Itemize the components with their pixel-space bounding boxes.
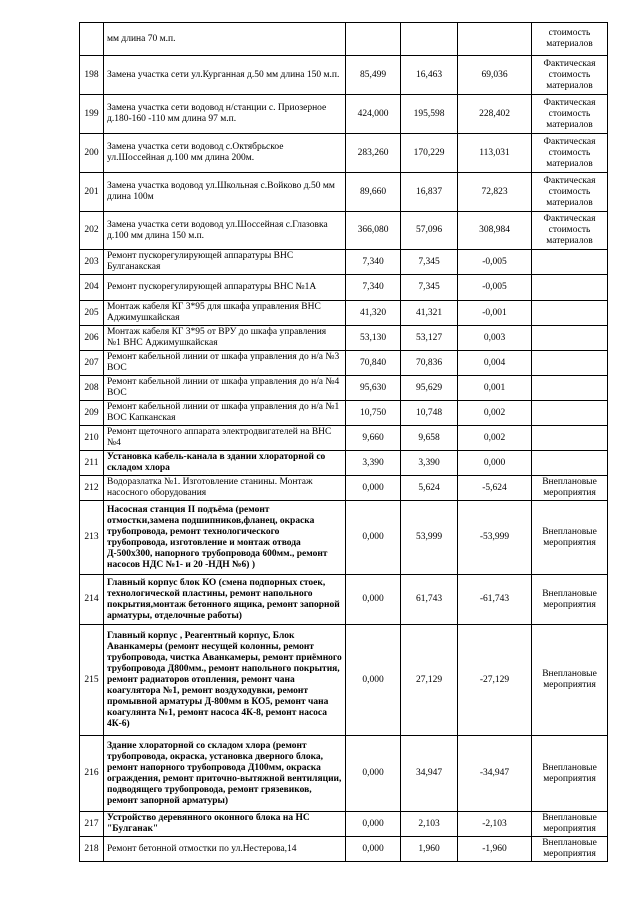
actual-value-cell: 5,624 [401,476,458,501]
note-cell: стоимость материалов [532,23,608,56]
deviation-value-cell: -0,005 [458,250,532,275]
planned-value-cell [346,23,401,56]
table-row [80,426,608,451]
planned-value-cell: 10,750 [346,401,401,426]
planned-value-cell: 283,260 [346,134,401,173]
deviation-value-cell: -0,005 [458,275,532,301]
table-row [80,625,608,736]
table-row [80,326,608,351]
planned-value-cell: 0,000 [346,837,401,862]
note-cell [532,301,608,326]
table-row [80,575,608,625]
table-row [80,95,608,134]
note-cell: Фактическая стоимость материалов [532,173,608,212]
actual-value-cell: 61,743 [401,575,458,625]
actual-value-cell: 70,836 [401,351,458,376]
work-description-cell: мм длина 70 м.п. [104,23,346,56]
note-cell: Внеплановые мероприятия [532,575,608,625]
deviation-value-cell: -0,001 [458,301,532,326]
note-cell: Внеплановые мероприятия [532,837,608,862]
planned-value-cell: 0,000 [346,476,401,501]
deviation-value-cell: -53,999 [458,501,532,575]
note-cell: Внеплановые мероприятия [532,812,608,837]
deviation-value-cell: 0,002 [458,426,532,451]
work-description-cell: Главный корпус блок КО (смена подпорных стоек, технологической пластины, ремонт напольного покрытия,монтаж бетонного ящика, ремонт запорной арматуры, отделочные работы) [104,575,346,625]
row-number-cell: 212 [80,476,104,501]
planned-value-cell: 366,080 [346,212,401,250]
work-description-cell: Монтаж кабеля КГ 3*95 от ВРУ до шкафа управления №1 ВНС Аджимушкайская [104,326,346,351]
actual-value-cell: 16,837 [401,173,458,212]
work-description-cell: Установка кабель-канала в здании хлораторной со складом хлора [104,451,346,476]
row-number-cell: 199 [80,95,104,134]
actual-value-cell: 27,129 [401,625,458,736]
note-cell [532,426,608,451]
work-description-cell: Ремонт пускорегулирующей аппаратуры ВНС Булганакская [104,250,346,275]
planned-value-cell: 53,130 [346,326,401,351]
row-number-cell: 208 [80,376,104,401]
table-row [80,451,608,476]
row-number-cell: 202 [80,212,104,250]
actual-value-cell: 41,321 [401,301,458,326]
table-row [80,476,608,501]
deviation-value-cell: -27,129 [458,625,532,736]
work-description-cell: Ремонт кабельной линии от шкафа управления до н/а №4 ВОС [104,376,346,401]
row-number-cell: 211 [80,451,104,476]
planned-value-cell: 95,630 [346,376,401,401]
actual-value-cell: 16,463 [401,56,458,95]
deviation-value-cell: 228,402 [458,95,532,134]
work-description-cell: Ремонт щеточного аппарата электродвигателей на ВНС №4 [104,426,346,451]
row-number-cell: 201 [80,173,104,212]
deviation-value-cell: 72,823 [458,173,532,212]
row-number-cell: 206 [80,326,104,351]
planned-value-cell: 70,840 [346,351,401,376]
note-cell: Фактическая стоимость материалов [532,134,608,173]
deviation-value-cell: 0,000 [458,451,532,476]
table-row [80,134,608,173]
table-row [80,812,608,837]
work-description-cell: Главный корпус , Реагентный корпус, Блок Аванкамеры (ремонт несущей колонны, ремонт трубопровода, чистка Аванкамеры, ремонт приёмного трубопровода Д800мм., ремонт напольного покрытия, ремонт радиаторов отопления, ремонт чана коагулятора №1, ремонт воздуходувки, ремонт промывной арматуры Д-800мм в КО5, ремонт чана коагулянта №1, ремонт насоса 4К-8, ремонт насоса 4К-6) [104,625,346,736]
planned-value-cell: 7,340 [346,275,401,301]
row-number-cell: 198 [80,56,104,95]
deviation-value-cell: -2,103 [458,812,532,837]
deviation-value-cell: 308,984 [458,212,532,250]
deviation-value-cell: 69,036 [458,56,532,95]
table-body [80,23,608,862]
work-description-cell: Замена участка сети водовод н/станции с. Приозерное д.180-160 -110 мм длина 97 м.п. [104,95,346,134]
table-row [80,376,608,401]
row-number-cell: 213 [80,501,104,575]
actual-value-cell: 10,748 [401,401,458,426]
deviation-value-cell: -5,624 [458,476,532,501]
work-description-cell: Водоразлатка №1. Изготовление станины. Монтаж насосного оборудования [104,476,346,501]
row-number-cell: 210 [80,426,104,451]
work-description-cell: Ремонт пускорегулирующей аппаратуры ВНС №1А [104,275,346,301]
row-number-cell: 203 [80,250,104,275]
actual-value-cell: 1,960 [401,837,458,862]
note-cell: Внеплановые мероприятия [532,736,608,812]
deviation-value-cell: 0,002 [458,401,532,426]
note-cell: Внеплановые мероприятия [532,625,608,736]
note-cell [532,451,608,476]
row-number-cell: 204 [80,275,104,301]
note-cell: Фактическая стоимость материалов [532,212,608,250]
table-row [80,351,608,376]
work-description-cell: Здание хлораторной со складом хлора (ремонт трубопровода, окраска, установка дверного блока, ремонт напорного трубопровода Д100мм, окраска ограждения, ремонт приточно-вытяжной вентиляции, подводящего трубопровода, ремонт грязевиков, ремонт запорной арматуры) [104,736,346,812]
deviation-value-cell: -34,947 [458,736,532,812]
table-row [80,837,608,862]
actual-value-cell: 170,229 [401,134,458,173]
actual-value-cell: 53,127 [401,326,458,351]
work-description-cell: Замена участка водовод ул.Школьная с.Войково д.50 мм длина 100м [104,173,346,212]
row-number-cell: 200 [80,134,104,173]
note-cell: Фактическая стоимость материалов [532,56,608,95]
actual-value-cell: 7,345 [401,275,458,301]
row-number-cell: 205 [80,301,104,326]
row-number-cell: 214 [80,575,104,625]
deviation-value-cell: -1,960 [458,837,532,862]
table-row [80,275,608,301]
note-cell [532,326,608,351]
deviation-value-cell: 113,031 [458,134,532,173]
actual-value-cell: 9,658 [401,426,458,451]
planned-value-cell: 7,340 [346,250,401,275]
note-cell: Фактическая стоимость материалов [532,95,608,134]
deviation-value-cell: -61,743 [458,575,532,625]
row-number-cell [80,23,104,56]
work-description-cell: Замена участка сети ул.Курганная д.50 мм длина 150 м.п. [104,56,346,95]
note-cell: Внеплановые мероприятия [532,476,608,501]
note-cell: Внеплановые мероприятия [532,501,608,575]
actual-value-cell: 2,103 [401,812,458,837]
table-row [80,301,608,326]
row-number-cell: 216 [80,736,104,812]
table-row [80,212,608,250]
actual-value-cell: 95,629 [401,376,458,401]
actual-value-cell [401,23,458,56]
row-number-cell: 215 [80,625,104,736]
planned-value-cell: 0,000 [346,736,401,812]
work-description-cell: Насосная станция II подъёма (ремонт отмостки,замена подшипников,фланец, окраска трубопровода, ремонт технологического трубопровода, изготовление и монтаж отвода Д-500х300, напорного трубопровода 600мм., ремонт насосов НДС №1- и 20 -НДН №6) ) [104,501,346,575]
actual-value-cell: 195,598 [401,95,458,134]
planned-value-cell: 89,660 [346,173,401,212]
row-number-cell: 207 [80,351,104,376]
planned-value-cell: 0,000 [346,575,401,625]
deviation-value-cell: 0,004 [458,351,532,376]
deviation-value-cell: 0,001 [458,376,532,401]
actual-value-cell: 7,345 [401,250,458,275]
planned-value-cell: 9,660 [346,426,401,451]
table-row [80,173,608,212]
actual-value-cell: 34,947 [401,736,458,812]
table-row [80,501,608,575]
note-cell [532,401,608,426]
table-row [80,401,608,426]
note-cell [532,275,608,301]
note-cell [532,376,608,401]
actual-value-cell: 3,390 [401,451,458,476]
row-number-cell: 217 [80,812,104,837]
planned-value-cell: 424,000 [346,95,401,134]
table-row [80,250,608,275]
table-row [80,56,608,95]
work-description-cell: Монтаж кабеля КГ 3*95 для шкафа управления ВНС Аджимушкайская [104,301,346,326]
work-description-cell: Замена участка сети водовод с.Октябрьское ул.Шоссейная д.100 мм длина 200м. [104,134,346,173]
planned-value-cell: 0,000 [346,501,401,575]
note-cell [532,351,608,376]
row-number-cell: 218 [80,837,104,862]
work-description-cell: Ремонт бетонной отмостки по ул.Нестерова,14 [104,837,346,862]
planned-value-cell: 85,499 [346,56,401,95]
table-row [80,736,608,812]
deviation-value-cell [458,23,532,56]
work-description-cell: Ремонт кабельной линии от шкафа управления до н/а №3 ВОС [104,351,346,376]
repair-works-table [79,22,608,862]
planned-value-cell: 41,320 [346,301,401,326]
planned-value-cell: 0,000 [346,625,401,736]
note-cell [532,250,608,275]
planned-value-cell: 0,000 [346,812,401,837]
row-number-cell: 209 [80,401,104,426]
work-description-cell: Замена участка сети водовод ул.Шоссейная с.Глазовка д.100 мм длина 150 м.п. [104,212,346,250]
work-description-cell: Ремонт кабельной линии от шкафа управления до н/а №1 ВОС Капканская [104,401,346,426]
work-description-cell: Устройство деревянного оконного блока на НС "Булганак" [104,812,346,837]
actual-value-cell: 57,096 [401,212,458,250]
planned-value-cell: 3,390 [346,451,401,476]
actual-value-cell: 53,999 [401,501,458,575]
table-row [80,23,608,56]
deviation-value-cell: 0,003 [458,326,532,351]
